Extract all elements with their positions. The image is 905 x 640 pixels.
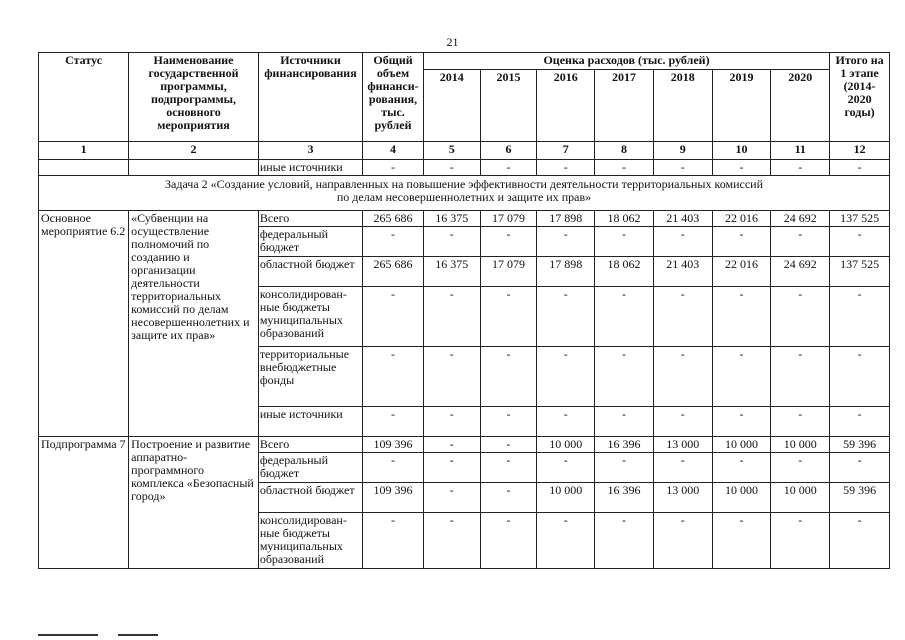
header-year: 2020 <box>771 70 830 142</box>
value-cell: - <box>423 227 480 257</box>
value-cell: 16 396 <box>595 483 654 513</box>
value-cell: - <box>653 227 712 257</box>
header-row-1 <box>39 53 890 70</box>
table-row <box>39 211 890 227</box>
value-cell: - <box>595 513 654 569</box>
value-cell: - <box>537 453 595 483</box>
value-cell: 10 000 <box>771 483 830 513</box>
column-index: 1 <box>39 142 129 160</box>
value-cell: - <box>480 453 537 483</box>
name-cell <box>129 160 259 176</box>
value-cell: - <box>712 407 771 437</box>
value-cell: - <box>537 407 595 437</box>
value-cell: 109 396 <box>363 483 424 513</box>
status-cell <box>39 160 129 176</box>
source-cell: областной бюджет <box>258 483 362 513</box>
value-cell: 22 016 <box>712 257 771 287</box>
value-cell: 17 898 <box>537 211 595 227</box>
value-cell: - <box>771 347 830 407</box>
column-index: 5 <box>423 142 480 160</box>
value-cell: - <box>653 407 712 437</box>
status-cell: Подпрограмма 7 <box>39 437 129 569</box>
value-cell: - <box>480 287 537 347</box>
value-cell: - <box>595 227 654 257</box>
value-cell: 59 396 <box>830 483 890 513</box>
column-index-row <box>39 142 890 160</box>
task-row <box>39 176 890 211</box>
value-cell: - <box>423 287 480 347</box>
value-cell: 16 375 <box>423 211 480 227</box>
value-cell: 265 686 <box>363 211 424 227</box>
value-cell: 10 000 <box>771 437 830 453</box>
header-sources: Источники финансирования <box>258 53 362 142</box>
value-cell: - <box>653 160 712 176</box>
value-cell: - <box>712 453 771 483</box>
source-cell: иные источники <box>258 407 362 437</box>
value-cell: - <box>363 453 424 483</box>
value-cell: - <box>771 287 830 347</box>
value-cell: - <box>830 287 890 347</box>
value-cell: - <box>537 160 595 176</box>
header-year: 2017 <box>595 70 654 142</box>
value-cell: - <box>771 160 830 176</box>
source-cell: территориальные внебюджетные фонды <box>258 347 362 407</box>
header-year: 2014 <box>423 70 480 142</box>
column-index: 12 <box>830 142 890 160</box>
value-cell: - <box>423 453 480 483</box>
value-cell: - <box>537 287 595 347</box>
value-cell: - <box>595 347 654 407</box>
value-cell: - <box>480 513 537 569</box>
column-index: 8 <box>595 142 654 160</box>
status-cell: Основное мероприятие 6.2 <box>39 211 129 437</box>
value-cell: - <box>363 407 424 437</box>
column-index: 7 <box>537 142 595 160</box>
value-cell: - <box>363 347 424 407</box>
value-cell: - <box>480 437 537 453</box>
source-cell: иные источники <box>258 160 362 176</box>
budget-table <box>38 52 890 569</box>
value-cell: - <box>363 287 424 347</box>
value-cell: - <box>537 513 595 569</box>
value-cell: - <box>712 347 771 407</box>
value-cell: - <box>423 347 480 407</box>
task-title: Задача 2 «Создание условий, направленных на повышение эффективности деятельности территориальных комиссий по делам несовершеннолетних и защите их прав» <box>39 176 890 211</box>
source-cell: консолидирован-ные бюджеты муниципальных образований <box>258 513 362 569</box>
value-cell: - <box>771 407 830 437</box>
value-cell: - <box>771 513 830 569</box>
value-cell: 21 403 <box>653 257 712 287</box>
value-cell: - <box>830 160 890 176</box>
value-cell: - <box>480 227 537 257</box>
value-cell: 24 692 <box>771 257 830 287</box>
source-cell: федеральный бюджет <box>258 227 362 257</box>
header-year: 2015 <box>480 70 537 142</box>
value-cell: - <box>480 483 537 513</box>
value-cell: - <box>830 453 890 483</box>
value-cell: - <box>830 347 890 407</box>
value-cell: - <box>423 407 480 437</box>
value-cell: 137 525 <box>830 211 890 227</box>
column-index: 10 <box>712 142 771 160</box>
value-cell: 59 396 <box>830 437 890 453</box>
value-cell: 13 000 <box>653 437 712 453</box>
value-cell: - <box>712 513 771 569</box>
value-cell: - <box>423 437 480 453</box>
column-index: 3 <box>258 142 362 160</box>
value-cell: - <box>830 227 890 257</box>
value-cell: 17 898 <box>537 257 595 287</box>
value-cell: - <box>363 160 424 176</box>
value-cell: - <box>423 160 480 176</box>
column-index: 4 <box>363 142 424 160</box>
value-cell: 17 079 <box>480 211 537 227</box>
header-year: 2019 <box>712 70 771 142</box>
table-row <box>39 160 890 176</box>
header-status: Статус <box>39 53 129 142</box>
value-cell: 137 525 <box>830 257 890 287</box>
value-cell: 16 375 <box>423 257 480 287</box>
value-cell: 18 062 <box>595 257 654 287</box>
value-cell: 10 000 <box>712 437 771 453</box>
source-cell: Всего <box>258 211 362 227</box>
page-edge-mark <box>118 634 158 636</box>
source-cell: Всего <box>258 437 362 453</box>
column-index: 6 <box>480 142 537 160</box>
value-cell: - <box>480 407 537 437</box>
value-cell: - <box>537 227 595 257</box>
value-cell: - <box>830 407 890 437</box>
source-cell: консолидирован-ные бюджеты муниципальных образований <box>258 287 362 347</box>
value-cell: - <box>363 513 424 569</box>
value-cell: - <box>595 407 654 437</box>
value-cell: - <box>423 513 480 569</box>
table-row <box>39 437 890 453</box>
value-cell: - <box>653 347 712 407</box>
value-cell: - <box>712 287 771 347</box>
page-edge-mark <box>38 634 98 636</box>
value-cell: 24 692 <box>771 211 830 227</box>
value-cell: - <box>771 227 830 257</box>
value-cell: - <box>653 513 712 569</box>
value-cell: - <box>830 513 890 569</box>
column-index: 9 <box>653 142 712 160</box>
column-index: 2 <box>129 142 259 160</box>
value-cell: 109 396 <box>363 437 424 453</box>
value-cell: 22 016 <box>712 211 771 227</box>
value-cell: - <box>480 160 537 176</box>
name-cell: «Субвенции на осуществление полномочий по созданию и организации деятельности территориальных комиссий по делам несовершеннолетних и защите их прав» <box>129 211 259 437</box>
header-estimate: Оценка расходов (тыс. рублей) <box>423 53 829 70</box>
header-year: 2016 <box>537 70 595 142</box>
value-cell: 10 000 <box>712 483 771 513</box>
value-cell: - <box>771 453 830 483</box>
value-cell: - <box>595 160 654 176</box>
value-cell: 10 000 <box>537 437 595 453</box>
value-cell: 17 079 <box>480 257 537 287</box>
header-stage-total: Итого на 1 этапе (2014-2020 годы) <box>830 53 890 142</box>
source-cell: федеральный бюджет <box>258 453 362 483</box>
column-index: 11 <box>771 142 830 160</box>
value-cell: - <box>537 347 595 407</box>
value-cell: 13 000 <box>653 483 712 513</box>
value-cell: - <box>712 160 771 176</box>
value-cell: 18 062 <box>595 211 654 227</box>
source-cell: областной бюджет <box>258 257 362 287</box>
value-cell: - <box>363 227 424 257</box>
value-cell: - <box>653 287 712 347</box>
header-name: Наименование государственной программы, подпрограммы, основного мероприятия <box>129 53 259 142</box>
page-number: 21 <box>446 35 459 49</box>
value-cell: 16 396 <box>595 437 654 453</box>
name-cell: Построение и развитие аппаратно-программного комплекса «Безопасный город» <box>129 437 259 569</box>
value-cell: 10 000 <box>537 483 595 513</box>
value-cell: 265 686 <box>363 257 424 287</box>
value-cell: - <box>595 453 654 483</box>
header-total: Общий объем финанси-рования, тыс. рублей <box>363 53 424 142</box>
value-cell: - <box>480 347 537 407</box>
value-cell: - <box>595 287 654 347</box>
value-cell: - <box>712 227 771 257</box>
value-cell: - <box>423 483 480 513</box>
value-cell: 21 403 <box>653 211 712 227</box>
header-year: 2018 <box>653 70 712 142</box>
value-cell: - <box>653 453 712 483</box>
